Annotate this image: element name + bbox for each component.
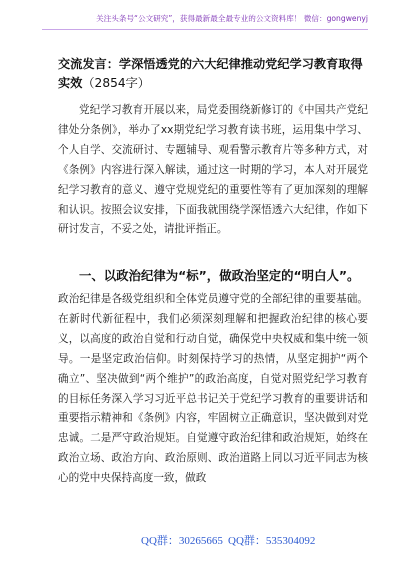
qq-group-2: QQ群：535304092 — [228, 535, 316, 547]
qq-group-1: QQ群：30265665 — [141, 535, 223, 547]
paragraph-political-discipline: 政治纪律是各级党组织和全体党员遵守党的全部纪律的重要基础。在新时代新征程中，我们必须深刻理解和把握政治纪律的核心要义，以高度的政治自觉和行动自觉，确保党中央权威和集中统一领导。一是坚定政治信仰。时刻保持学习的热情，从坚定拥护“两个确立”、坚决做到“两个维护”的政治高度，自觉对照党纪学习教育的目标任务深入学习习近平总书记关于党纪学习教育的重要讲话和重要指示精神和《条例》内容，牢固树立正确意识，坚决做到对党忠诚。二是严守政治规矩。自觉遵守政治纪律和政治规矩，始终在政治立场、政治方向、政治原则、政治道路上同以习近平同志为核心的党中央保持高度一致，做政 — [58, 293, 368, 485]
document-title — [58, 55, 368, 93]
paragraph-intro: 党纪学习教育开展以来，局党委围绕新修订的《中国共产党纪律处分条例》，举办了xx期党纪学习教育读书班，运用集中学习、个人自学、交流研讨、专题辅导、观看警示教育片等多种方式，对《条例》内容进行深入解读，通过这一时期的学习，本人对开展党纪学习教育的意义、遵守党规党纪的重要性等有了更加深刻的理解和认识。按照会议安排，下面我就围绕学深悟透六大纪律，作如下研讨发言，不妥之处，请批评指正。 — [58, 104, 368, 236]
footer-contact — [0, 533, 408, 549]
word-count: （2854字） — [82, 76, 150, 90]
title-text: 交流发言：学深悟透党的六大纪律推动党纪学习教育取得实效 — [58, 57, 363, 90]
header-banner: 关注头条号“公文研究”，获得最新最全最专业的公文资料库！ 微信：gongwenyj — [42, 9, 368, 30]
section-heading-1: 一、以政治纪律为“标”，做政治坚定的“明白人”。 — [79, 268, 360, 283]
